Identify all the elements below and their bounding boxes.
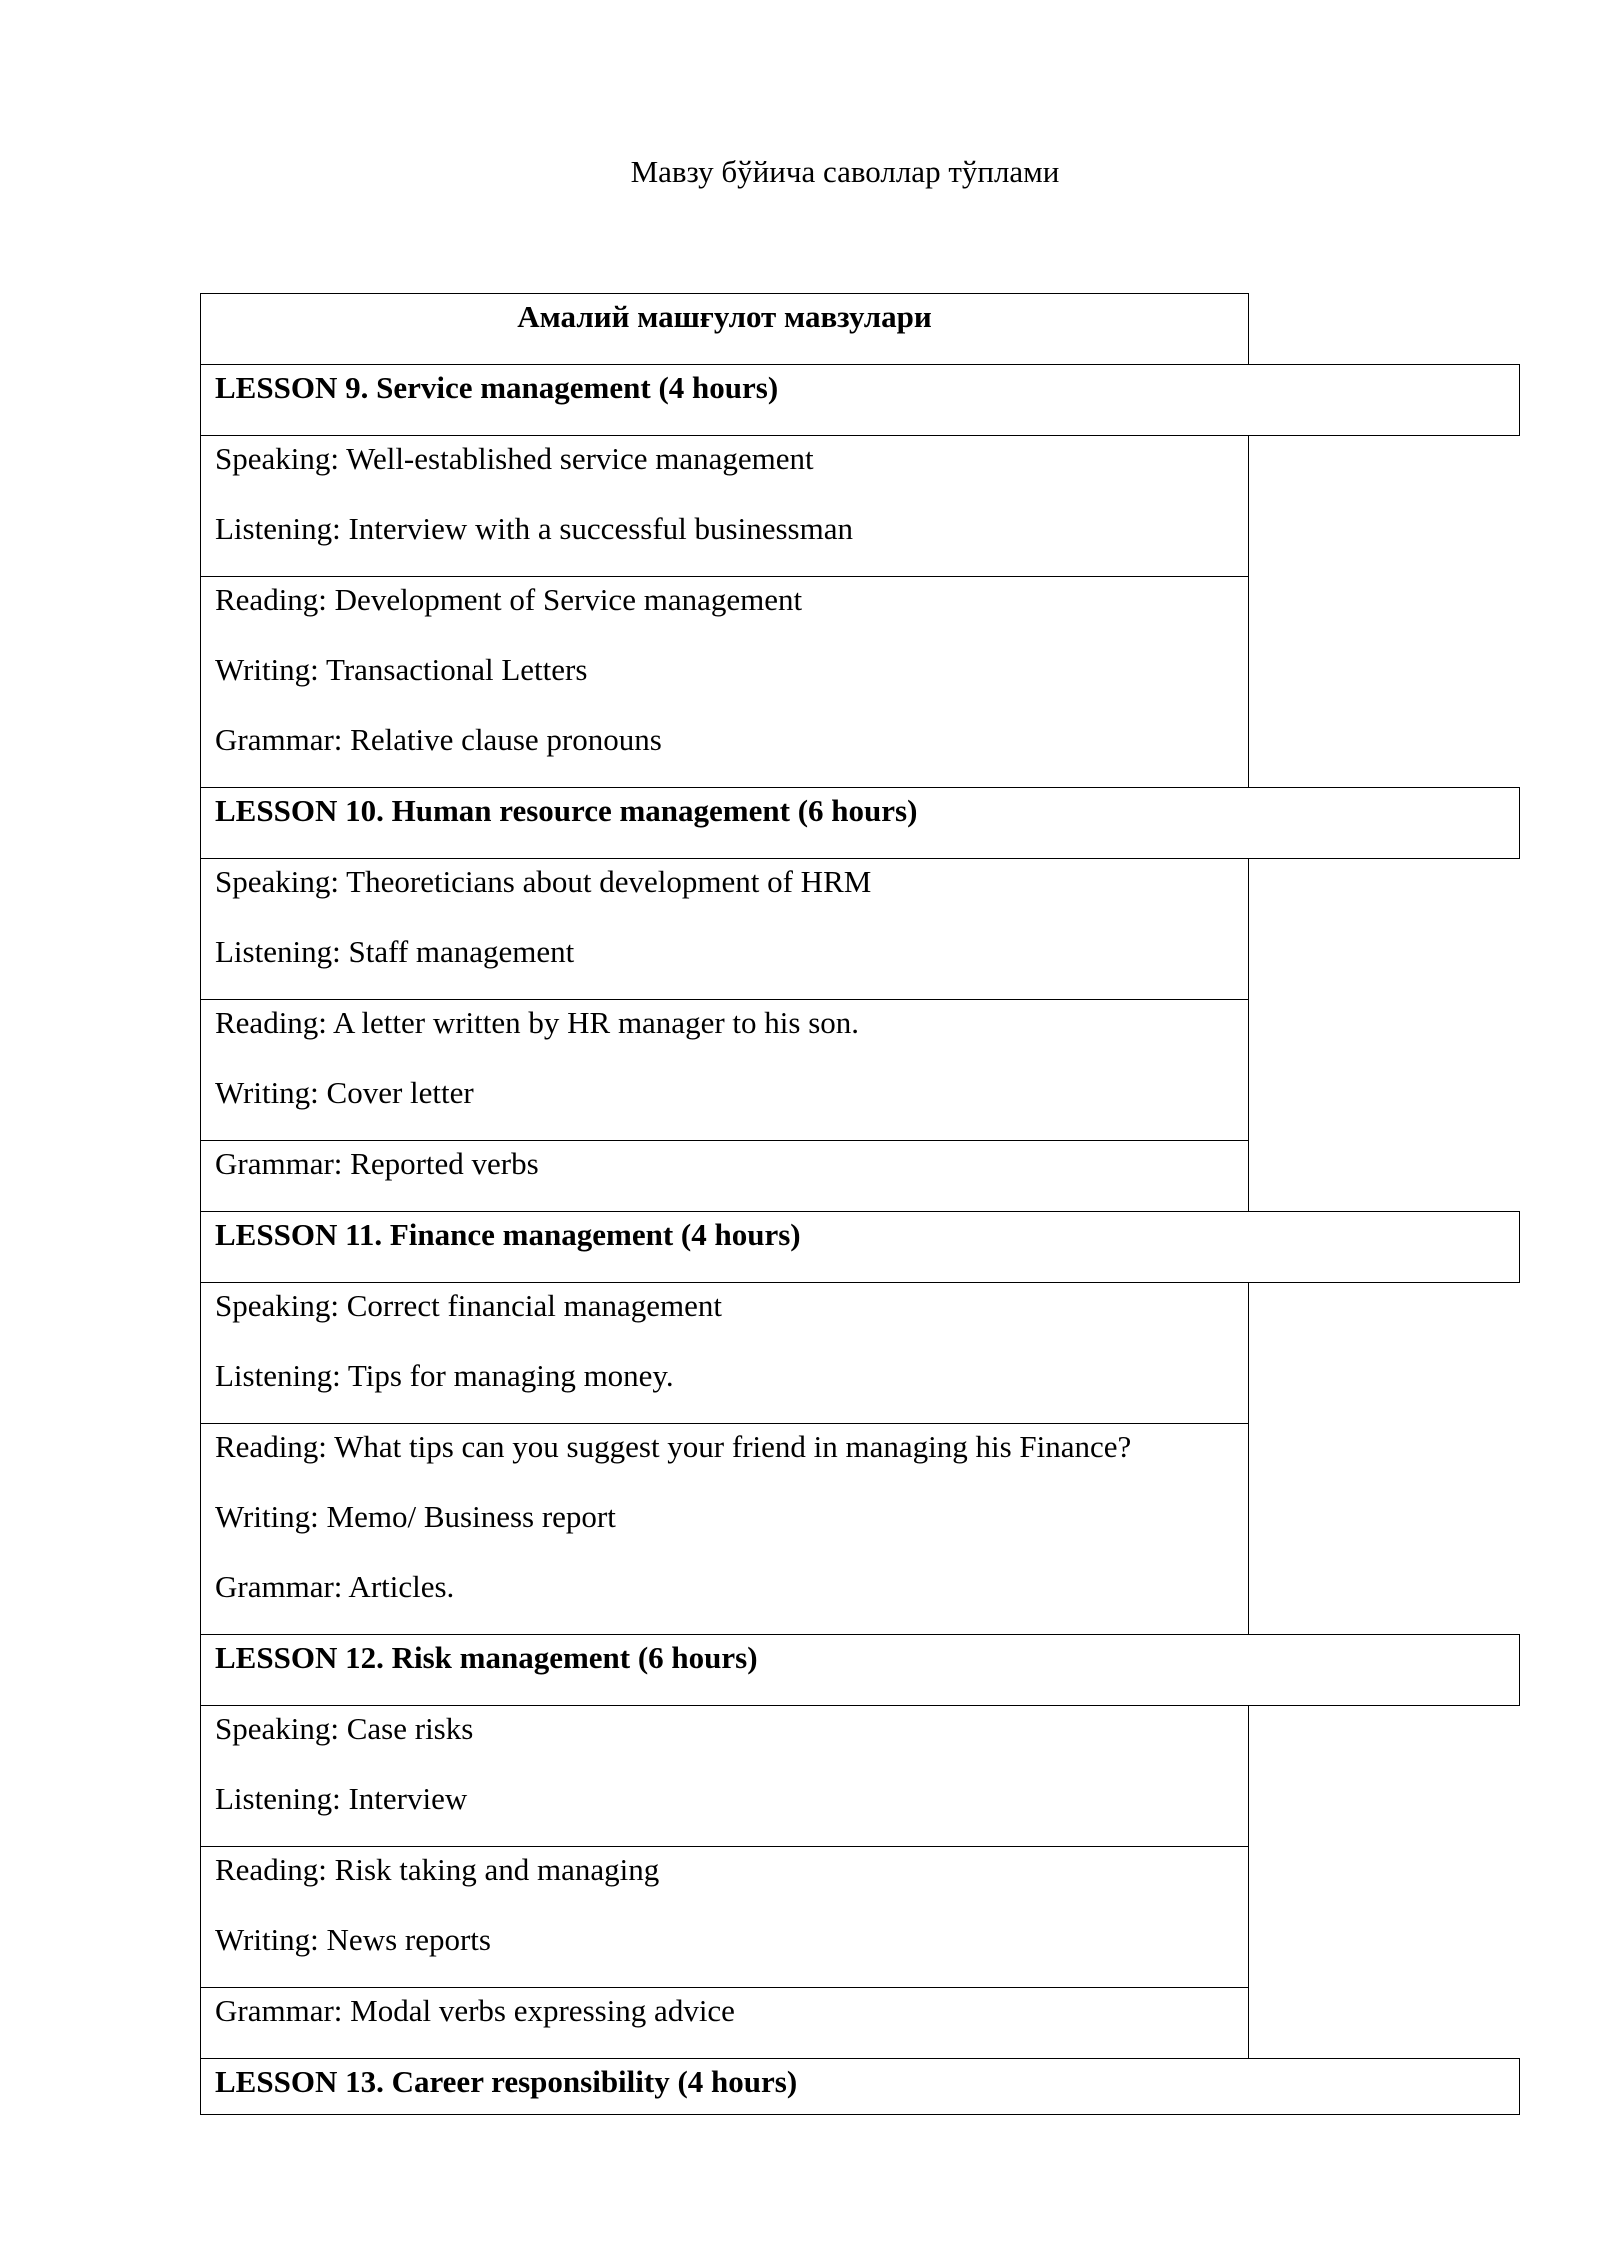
table-header: Амалий машғулот мавзулари [200,293,1249,365]
list-item: Reading: What tips can you suggest your friend in managing his Finance? [215,1429,1132,1464]
list-item: Writing: Transactional Letters [215,652,588,687]
lesson-9-title: LESSON 9. Service management (4 hours) [200,364,1520,436]
lesson-10-group-3 [200,1140,1249,1212]
lesson-12-group-1 [200,1705,1249,1847]
list-item: Reading: Risk taking and managing [215,1852,660,1887]
list-item: Reading: Development of Service management [215,582,803,617]
list-item: Listening: Interview with a successful businessman [215,511,853,546]
lesson-13-title: LESSON 13. Career responsibility (4 hours) [200,2058,1520,2115]
lesson-11-group-2 [200,1423,1249,1635]
list-item: Speaking: Theoreticians about development of HRM [215,864,872,899]
list-item: Writing: News reports [215,1922,491,1957]
lesson-12-group-3 [200,1987,1249,2059]
lesson-9-group-2 [200,576,1249,788]
list-item: Speaking: Case risks [215,1711,474,1746]
list-item: Grammar: Articles. [215,1569,455,1604]
list-item: Grammar: Reported verbs [215,1146,539,1181]
lesson-11-group-1 [200,1282,1249,1424]
lesson-10-group-1 [200,858,1249,1000]
list-item: Reading: A letter written by HR manager to his son. [215,1005,860,1040]
list-item: Speaking: Well-established service management [215,441,814,476]
list-item: Speaking: Correct financial management [215,1288,723,1323]
list-item: Writing: Memo/ Business report [215,1499,616,1534]
list-item: Listening: Staff management [215,934,575,969]
list-item: Listening: Tips for managing money. [215,1358,674,1393]
list-item: Grammar: Relative clause pronouns [215,722,662,757]
page-title: Мавзу бўйича саволлар тўплами [630,154,1060,189]
lesson-12-group-2 [200,1846,1249,1988]
list-item: Listening: Interview [215,1781,468,1816]
list-item: Writing: Cover letter [215,1075,474,1110]
lesson-11-title: LESSON 11. Finance management (4 hours) [200,1211,1520,1283]
list-item: Grammar: Modal verbs expressing advice [215,1993,735,2028]
lesson-10-title: LESSON 10. Human resource management (6 hours) [200,787,1520,859]
lesson-10-group-2 [200,999,1249,1141]
lesson-9-group-1 [200,435,1249,577]
lesson-12-title: LESSON 12. Risk management (6 hours) [200,1634,1520,1706]
